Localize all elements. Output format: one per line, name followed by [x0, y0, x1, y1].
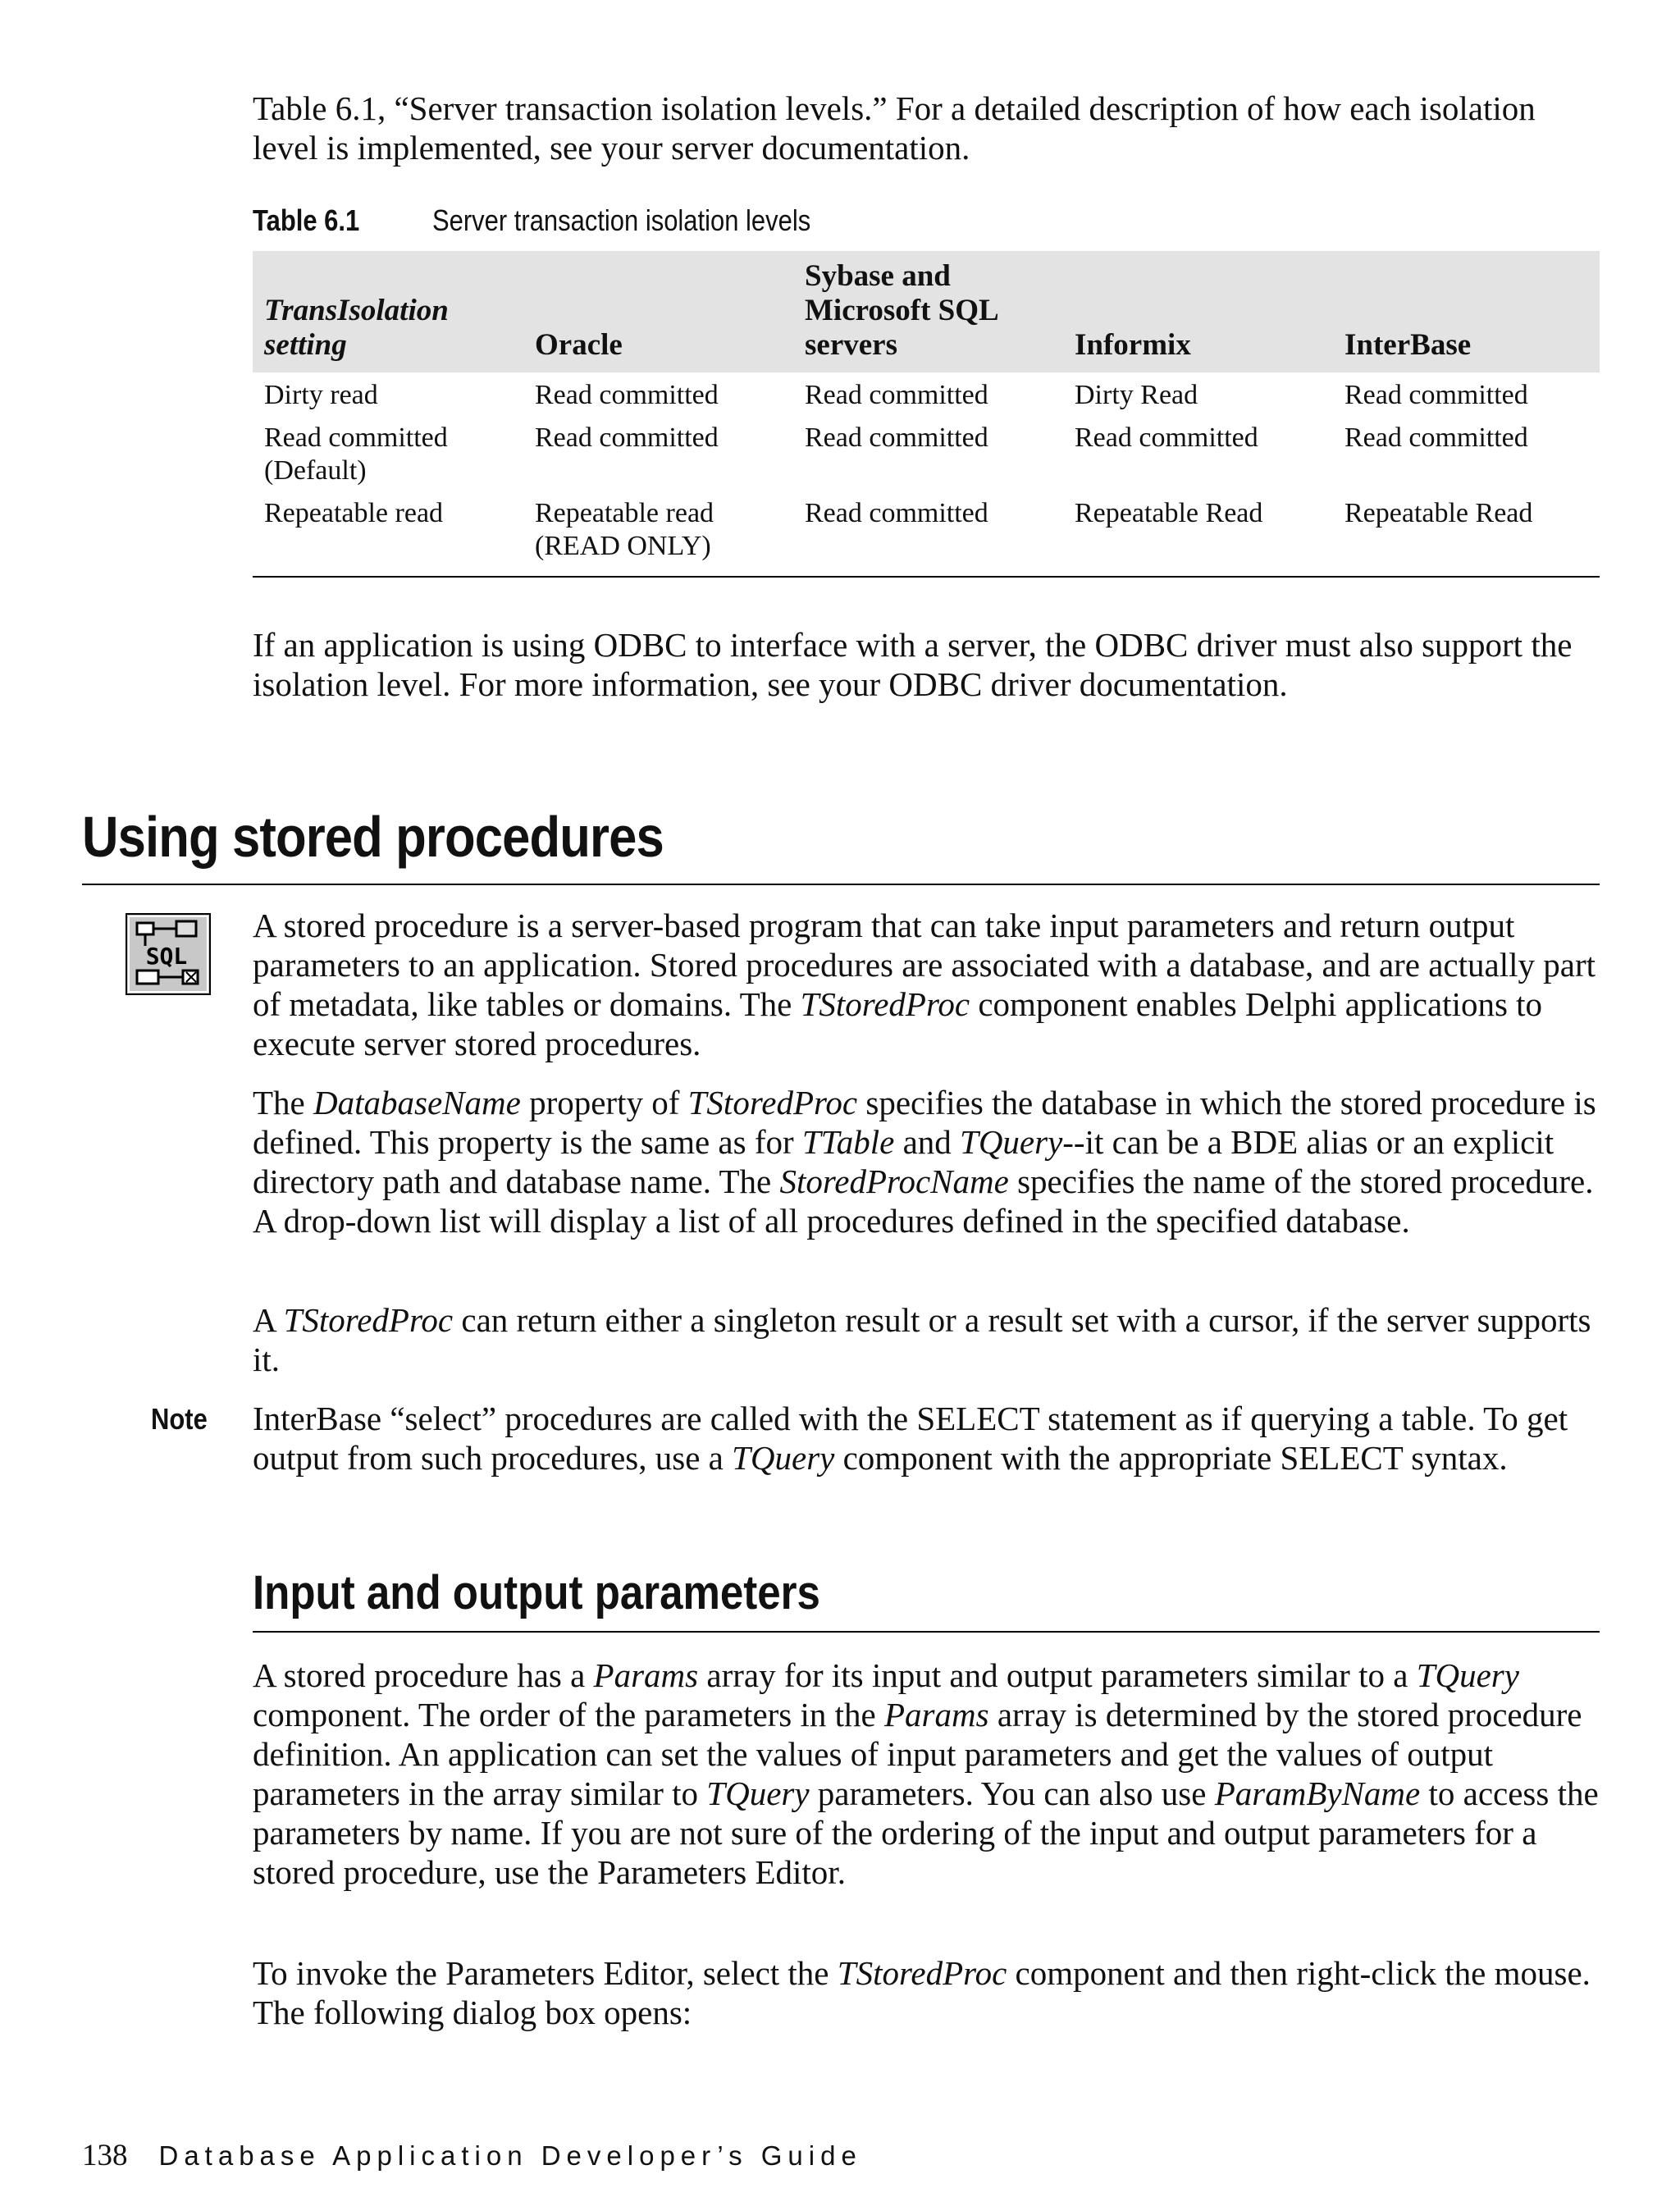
cell-line: Read committed: [1075, 422, 1258, 453]
table-header-row: [253, 251, 1600, 372]
book-title: Database Application Developer’s Guide: [158, 2140, 862, 2171]
table-cell: [1333, 491, 1600, 577]
odbc-paragraph: If an application is using ODBC to interface with a server, the ODBC driver must also support the isolation level. For more information, see your ODBC driver documentation.: [253, 626, 1573, 703]
section-heading: Using stored procedures: [82, 805, 664, 869]
table-caption: [253, 203, 872, 238]
text-run: A stored procedure has a: [253, 1656, 594, 1694]
cell-line: Read committed: [535, 380, 719, 410]
table-cell: [253, 372, 523, 415]
italic-term: StoredProcName: [779, 1162, 1009, 1200]
page-footer: [82, 2138, 862, 2173]
header-line: Oracle: [535, 328, 623, 362]
text-run: component and then right-click the mouse. The following dialog box opens:: [253, 1954, 1591, 2031]
table-header-cell: [793, 251, 1063, 372]
italic-term: TStoredProc: [283, 1301, 454, 1339]
databasename-paragraph: [253, 1083, 1600, 1240]
parameters-editor-paragraph: [253, 1953, 1600, 2032]
cell-line: Dirty read: [264, 380, 378, 410]
italic-term: TQuery: [732, 1439, 835, 1477]
table-title: Server transaction isolation levels: [432, 203, 811, 237]
table-row: [253, 372, 1600, 415]
note-paragraph: [253, 1399, 1600, 1478]
text-run: property of: [520, 1084, 688, 1121]
params-paragraph: [253, 1656, 1600, 1892]
text-run: specifies the name of the stored procedure. A drop-down list will display a list of all procedures defined in the specified database.: [253, 1162, 1594, 1240]
italic-term: TQuery: [706, 1774, 810, 1812]
cell-line: Read committed: [1344, 422, 1528, 453]
intro-paragraph: Table 6.1, “Server transaction isolation levels.” For a detailed description of how each isolation level is implemented, see your server documentation.: [253, 89, 1536, 167]
text-run: array for its input and output parameters similar to a: [698, 1656, 1417, 1694]
table-cell: [523, 372, 793, 415]
italic-term: TQuery: [1416, 1656, 1519, 1694]
table-cell: [1063, 372, 1333, 415]
header-line: setting: [264, 328, 347, 362]
text-run: component with the appropriate SELECT syntax.: [834, 1439, 1508, 1477]
sql-stored-proc-icon: [126, 913, 211, 995]
italic-term: TTable: [801, 1123, 895, 1161]
sql-icon-label: SQL: [145, 943, 188, 970]
italic-term: TStoredProc: [837, 1954, 1007, 1992]
text-run: A stored procedure is a server-based program that can take input parameters and return output parameters to an application. Stored procedures are associated with a database, and are actually part of metadata, like tables or domains. The: [253, 907, 1596, 1023]
text-run: InterBase “select” procedures are called with the SELECT statement as if querying a table. To get output from such procedures, use a: [253, 1400, 1568, 1477]
cell-line: Repeatable read: [535, 498, 714, 528]
table-row: [253, 491, 1600, 577]
result-set-paragraph: [253, 1300, 1600, 1379]
table-cell: [1063, 491, 1333, 577]
subsection-heading-rule: [253, 1631, 1600, 1633]
italic-term: TQuery: [960, 1123, 1063, 1161]
table-header-cell: [1063, 251, 1333, 372]
table-cell: [793, 491, 1063, 577]
cell-line: Repeatable read: [264, 498, 444, 528]
table-cell: [1333, 415, 1600, 491]
text-run: To invoke the Parameters Editor, select the: [253, 1954, 838, 1992]
subsection-heading: Input and output parameters: [253, 1566, 820, 1619]
cell-line: Read committed: [264, 422, 448, 453]
isolation-levels-table: [253, 251, 1600, 578]
text-run: to access the parameters by name. If you are not sure of the ordering of the input and output parameters for a stored procedure, use the Parameters Editor.: [253, 1774, 1599, 1891]
header-line: InterBase: [1344, 328, 1472, 362]
table-cell: [1333, 372, 1600, 415]
section-heading-rule: [82, 884, 1600, 885]
cell-line: Repeatable Read: [1344, 498, 1533, 528]
cell-line: Dirty Read: [1075, 380, 1198, 410]
table-cell: [523, 415, 793, 491]
cell-line: Read committed: [805, 498, 988, 528]
italic-term: DatabaseName: [313, 1084, 521, 1121]
text-run: A: [253, 1301, 284, 1339]
text-run: --it can be a BDE alias or an explicit directory path and database name. The: [253, 1123, 1554, 1200]
table-cell: [793, 372, 1063, 415]
stored-procedure-paragraph: [253, 906, 1600, 1063]
text-run: component. The order of the parameters in the: [253, 1696, 884, 1733]
note-label: Note: [151, 1402, 208, 1436]
cell-line: (READ ONLY): [535, 531, 711, 561]
text-run: and: [894, 1123, 961, 1161]
table-cell: [253, 415, 523, 491]
table-header-cell: [1333, 251, 1600, 372]
cell-line: Read committed: [1344, 380, 1528, 410]
table-header-cell: [253, 251, 523, 372]
cell-line: Read committed: [805, 380, 988, 410]
italic-term: Params: [593, 1656, 699, 1694]
cell-line: Read committed: [535, 422, 719, 453]
table-number: Table 6.1: [253, 203, 360, 237]
text-run: parameters. You can also use: [809, 1774, 1215, 1812]
table-cell: [523, 491, 793, 577]
italic-term: ParamByName: [1214, 1774, 1421, 1812]
header-line: Sybase and: [805, 259, 951, 293]
page-number: 138: [82, 2139, 128, 2172]
table-row: [253, 415, 1600, 491]
table-cell: [793, 415, 1063, 491]
header-line: servers: [805, 328, 897, 362]
italic-term: Params: [884, 1696, 989, 1733]
text-run: array is determined by the stored procedure definition. An application can set the values of input parameters and get the values of output parameters in the array similar to: [253, 1696, 1582, 1812]
text-run: specifies the database in which the stored procedure is defined. This property is the same as for: [253, 1084, 1596, 1161]
header-line: TransIsolation: [264, 294, 449, 327]
text-run: can return either a singleton result or a result set with a cursor, if the server supports it.: [253, 1301, 1591, 1378]
cell-line: (Default): [264, 455, 367, 486]
table-header-cell: [523, 251, 793, 372]
text-run: component enables Delphi applications to execute server stored procedures.: [253, 985, 1543, 1062]
table-body: [253, 372, 1600, 577]
table-cell: [253, 491, 523, 577]
cell-line: Read committed: [805, 422, 988, 453]
table-cell: [1063, 415, 1333, 491]
header-line: Informix: [1075, 328, 1191, 362]
italic-term: TStoredProc: [687, 1084, 858, 1121]
italic-term: TStoredProc: [800, 985, 970, 1023]
header-line: Microsoft SQL: [805, 294, 999, 327]
text-run: The: [253, 1084, 313, 1121]
cell-line: Repeatable Read: [1075, 498, 1263, 528]
